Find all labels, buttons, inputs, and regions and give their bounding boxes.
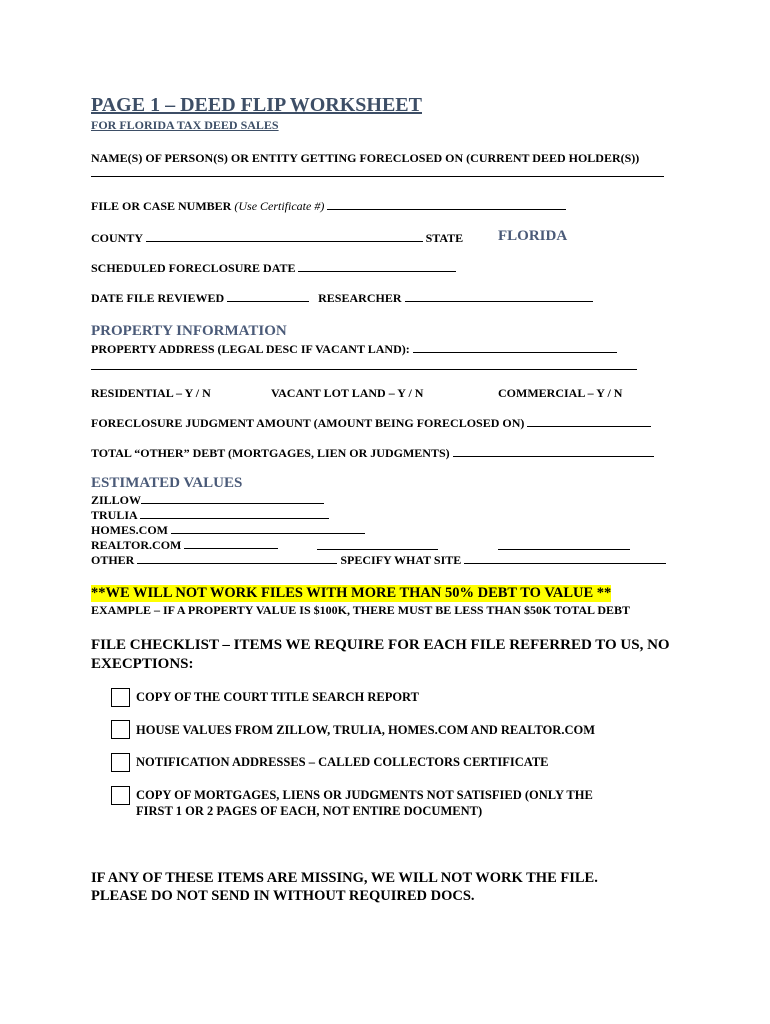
checkbox-mortgages[interactable]	[111, 786, 130, 805]
trulia-row	[91, 508, 329, 523]
realtor-field-3[interactable]	[498, 549, 630, 550]
scheduled-label: SCHEDULED FORECLOSURE DATE	[91, 261, 296, 275]
other-debt-row	[91, 446, 654, 461]
address-field[interactable]	[413, 351, 617, 353]
reviewed-row	[91, 291, 593, 306]
researcher-label: RESEARCHER	[318, 291, 402, 305]
file-case-label: FILE OR CASE NUMBER	[91, 199, 232, 213]
page-title: PAGE 1 – DEED FLIP WORKSHEET	[91, 94, 422, 116]
reviewed-field[interactable]	[227, 300, 309, 302]
other-debt-field[interactable]	[453, 455, 654, 457]
judgment-row	[91, 416, 651, 431]
deed-holder-field[interactable]	[91, 176, 664, 177]
address-label: PROPERTY ADDRESS (LEGAL DESC IF VACANT LAND):	[91, 342, 410, 356]
debt-example: EXAMPLE – IF A PROPERTY VALUE IS $100K, THERE MUST BE LESS THAN $50K TOTAL DEBT	[91, 603, 631, 617]
other-row	[91, 553, 666, 568]
other-debt-label: TOTAL “OTHER” DEBT (MORTGAGES, LIEN OR JUDGMENTS)	[91, 446, 450, 460]
other-field[interactable]	[137, 562, 337, 564]
judgment-field[interactable]	[527, 425, 651, 427]
trulia-field[interactable]	[140, 517, 329, 519]
checkbox-house-values[interactable]	[111, 720, 130, 739]
zillow-row	[91, 493, 324, 508]
checklist-item-mortgages-line2: FIRST 1 OR 2 PAGES OF EACH, NOT ENTIRE DOCUMENT)	[136, 804, 483, 818]
realtor-row	[91, 538, 278, 553]
footer-notice	[91, 869, 598, 905]
footer-line1: IF ANY OF THESE ITEMS ARE MISSING, WE WILL NOT WORK THE FILE.	[91, 870, 598, 886]
county-row	[91, 231, 463, 246]
trulia-label: TRULIA	[91, 508, 138, 522]
file-case-row	[91, 199, 566, 214]
checklist-item-title-search: COPY OF THE COURT TITLE SEARCH REPORT	[136, 690, 419, 704]
checklist-item-mortgages-line1: COPY OF MORTGAGES, LIENS OR JUDGMENTS NOT SATISFIED (ONLY THE	[136, 788, 593, 802]
estimated-heading: ESTIMATED VALUES	[91, 475, 243, 491]
address-field-line2[interactable]	[91, 369, 637, 370]
realtor-label: REALTOR.COM	[91, 538, 182, 552]
zillow-field[interactable]	[141, 502, 324, 504]
checklist-heading-line1: FILE CHECKLIST – ITEMS WE REQUIRE FOR EACH FILE REFERRED TO US, NO	[91, 637, 670, 653]
specify-field[interactable]	[464, 562, 666, 564]
checkbox-title-search[interactable]	[111, 688, 130, 707]
judgment-label: FORECLOSURE JUDGMENT AMOUNT (AMOUNT BEING FORECLOSED ON)	[91, 416, 525, 430]
address-row	[91, 342, 617, 357]
checkbox-notification[interactable]	[111, 753, 130, 772]
other-label: OTHER	[91, 553, 135, 567]
homes-row	[91, 523, 365, 538]
zillow-label: ZILLOW	[91, 493, 142, 507]
checklist-heading	[91, 636, 670, 674]
homes-label: HOMES.COM	[91, 523, 168, 537]
specify-label: SPECIFY WHAT SITE	[340, 553, 462, 567]
commercial-option[interactable]: COMMERCIAL – Y / N	[498, 386, 623, 400]
file-case-hint: (Use Certificate #)	[234, 199, 325, 213]
deed-holder-label: NAME(S) OF PERSON(S) OR ENTITY GETTING FORECLOSED ON (CURRENT DEED HOLDER(S))	[91, 151, 640, 165]
vacant-option[interactable]: VACANT LOT LAND – Y / N	[271, 386, 424, 400]
checklist-item-mortgages	[136, 787, 593, 819]
checklist-item-house-values: HOUSE VALUES FROM ZILLOW, TRULIA, HOMES.COM AND REALTOR.COM	[136, 723, 596, 737]
scheduled-row	[91, 261, 456, 276]
realtor-field-2[interactable]	[317, 549, 438, 550]
page-subtitle: FOR FLORIDA TAX DEED SALES	[91, 118, 279, 132]
county-label: COUNTY	[91, 231, 143, 245]
realtor-field[interactable]	[184, 547, 278, 549]
state-value: FLORIDA	[498, 228, 568, 244]
scheduled-field[interactable]	[298, 270, 456, 272]
footer-line2: PLEASE DO NOT SEND IN WITHOUT REQUIRED DOCS.	[91, 888, 475, 904]
file-case-field[interactable]	[327, 208, 566, 210]
debt-warning: **WE WILL NOT WORK FILES WITH MORE THAN 50% DEBT TO VALUE **	[91, 585, 612, 601]
reviewed-label: DATE FILE REVIEWED	[91, 291, 225, 305]
state-label: STATE	[425, 231, 464, 245]
homes-field[interactable]	[171, 532, 365, 534]
checklist-heading-line2: EXECPTIONS:	[91, 656, 194, 672]
checklist-item-notification: NOTIFICATION ADDRESSES – CALLED COLLECTORS CERTIFICATE	[136, 755, 549, 769]
residential-option[interactable]: RESIDENTIAL – Y / N	[91, 386, 211, 400]
property-heading: PROPERTY INFORMATION	[91, 323, 287, 339]
county-field[interactable]	[146, 240, 423, 242]
researcher-field[interactable]	[405, 300, 593, 302]
